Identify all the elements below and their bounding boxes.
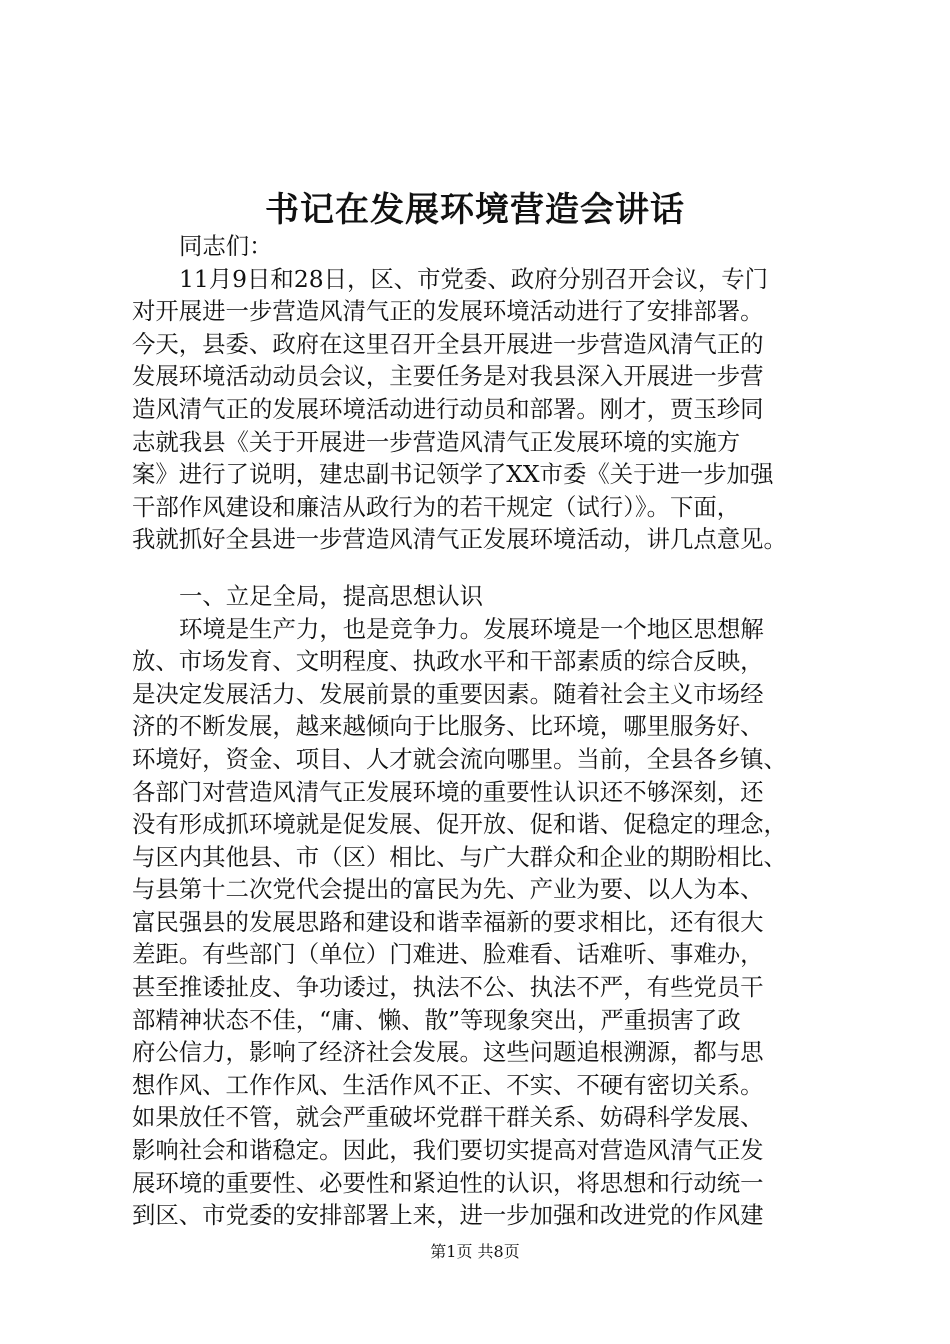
text-line: 发展环境活动动员会议，主要任务是对我县深入开展进一步营	[132, 362, 764, 391]
document-body	[132, 230, 832, 1232]
text-line: 今天，县委、政府在这里召开全县开展进一步营造风清气正的	[132, 329, 764, 358]
text-line: 环境好，资金、项目、人才就会流向哪里。当前，全县各乡镇、	[132, 744, 787, 773]
paragraph-2	[132, 613, 832, 1232]
text-line: 环境是生产力，也是竞争力。发展环境是一个地区思想解	[179, 614, 764, 643]
section-heading: 一、立足全局，提高思想认识	[179, 581, 484, 610]
text-line: 济的不断发展，越来越倾向于比服务、比环境，哪里服务好、	[132, 712, 764, 741]
text-line: 没有形成抓环境就是促发展、促开放、促和谐、促稳定的理念，	[132, 810, 787, 839]
text-line: 府公信力，影响了经济社会发展。这些问题追根溯源，都与思	[132, 1038, 764, 1067]
text-line: 干部作风建设和廉洁从政行为的若干规定（试行）》。下面，	[132, 492, 741, 521]
text-line: 案》进行了说明，建忠副书记领学了XX市委《关于进一步加强	[132, 460, 774, 489]
text-line: 影响社会和谐稳定。因此，我们要切实提高对营造风清气正发	[132, 1136, 764, 1165]
text-line: 放、市场发育、文明程度、执政水平和干部素质的综合反映，	[132, 647, 764, 676]
text-line: 造风清气正的发展环境活动进行动员和部署。刚才，贾玉珍同	[132, 394, 764, 423]
text-line: 想作风、工作作风、生活作风不正、不实、不硬有密切关系。	[132, 1070, 764, 1099]
page-footer: 第1页 共8页	[430, 1242, 520, 1261]
text-line: 展环境的重要性、必要性和紧迫性的认识，将思想和行动统一	[132, 1168, 764, 1197]
text-line: 如果放任不管，就会严重破坏党群干群关系、妨碍科学发展、	[132, 1103, 764, 1132]
document-title: 书记在发展环境营造会讲话	[265, 190, 685, 230]
text-line: 到区、市党委的安排部署上来，进一步加强和改进党的作风建	[132, 1201, 764, 1230]
paragraph-1	[132, 263, 832, 556]
text-line: 甚至推诿扯皮、争功诿过，执法不公、执法不严，有些党员干	[132, 973, 764, 1002]
text-line: 与县第十二次党代会提出的富民为先、产业为要、以人为本、	[132, 875, 764, 904]
paragraph-gap	[132, 556, 832, 580]
text-line: 11月9日和28日，区、市党委、政府分别召开会议，专门	[179, 264, 769, 293]
salutation: 同志们：	[179, 232, 273, 260]
text-line: 志就我县《关于开展进一步营造风清气正发展环境的实施方	[132, 427, 741, 456]
text-line: 富民强县的发展思路和建设和谐幸福新的要求相比，还有很大	[132, 907, 764, 936]
text-line: 与区内其他县、市（区）相比、与广大群众和企业的期盼相比、	[132, 842, 787, 871]
text-line: 差距。有些部门（单位）门难进、脸难看、话难听、事难办，	[132, 940, 764, 969]
text-line: 各部门对营造风清气正发展环境的重要性认识还不够深刻，还	[132, 777, 764, 806]
text-line: 对开展进一步营造风清气正的发展环境活动进行了安排部署。	[132, 297, 764, 326]
text-line: 我就抓好全县进一步营造风清气正发展环境活动，讲几点意见。	[132, 525, 787, 554]
text-line: 是决定发展活力、发展前景的重要因素。随着社会主义市场经	[132, 679, 764, 708]
text-line: 部精神状态不佳，“庸、懒、散”等现象突出，严重损害了政	[132, 1005, 741, 1034]
